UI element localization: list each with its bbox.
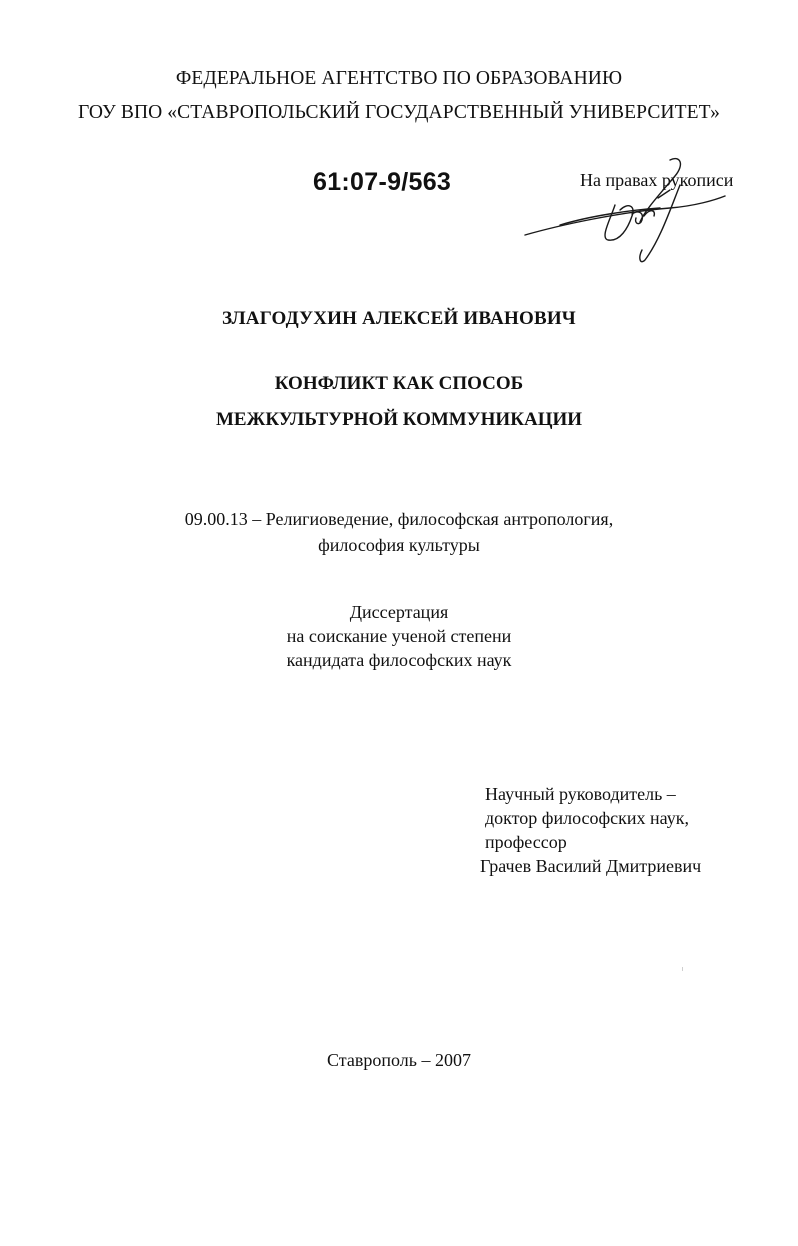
degree-line1: Диссертация xyxy=(349,602,449,622)
degree-line3: кандидата философских наук xyxy=(286,650,512,670)
dissertation-title-line2: МЕЖКУЛЬТУРНОЙ КОММУНИКАЦИИ xyxy=(215,409,583,430)
catalog-code: 61:07-9/563 xyxy=(313,168,452,196)
advisor-name: Грачев Василий Дмитриевич xyxy=(480,856,702,876)
scan-speck xyxy=(682,967,683,971)
advisor-role: Научный руководитель – xyxy=(485,784,676,804)
specialty-line2: философия культуры xyxy=(318,535,480,555)
advisor-degree: доктор философских наук, xyxy=(485,808,689,828)
rights-note: На правах рукописи xyxy=(580,170,734,190)
agency-name: ФЕДЕРАЛЬНОЕ АГЕНТСТВО ПО ОБРАЗОВАНИЮ xyxy=(175,68,623,89)
handwritten-signature xyxy=(520,150,760,270)
city-year: Ставрополь – 2007 xyxy=(327,1050,471,1070)
advisor-rank: профессор xyxy=(485,832,567,852)
specialty-line1: 09.00.13 – Религиоведение, философская антропология, xyxy=(184,509,614,529)
university-name: ГОУ ВПО «СТАВРОПОЛЬСКИЙ ГОСУДАРСТВЕННЫЙ УНИВЕРСИТЕТ» xyxy=(78,102,720,123)
degree-line2: на соискание ученой степени xyxy=(286,626,512,646)
author-name: ЗЛАГОДУХИН АЛЕКСЕЙ ИВАНОВИЧ xyxy=(222,308,576,329)
dissertation-title-line1: КОНФЛИКТ КАК СПОСОБ xyxy=(274,373,524,394)
